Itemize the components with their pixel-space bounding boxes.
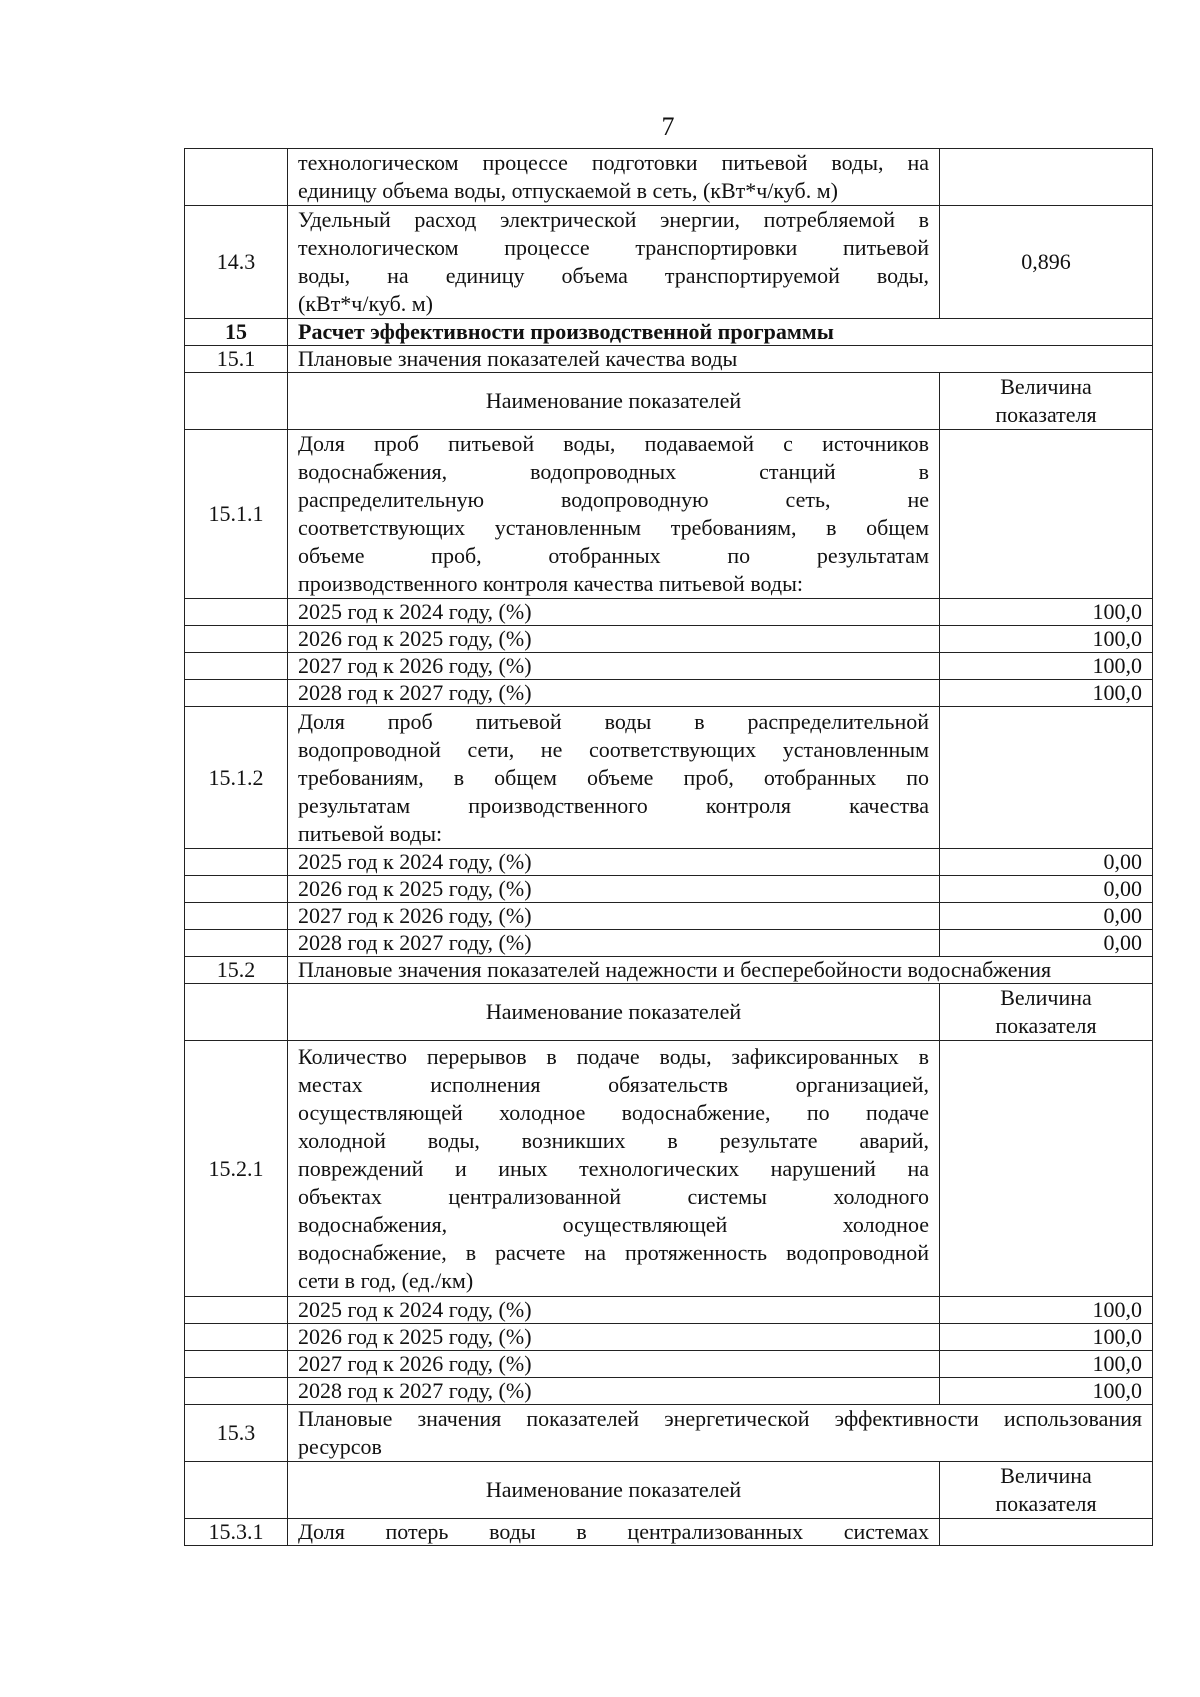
production-program-table xyxy=(184,148,1153,1546)
year-value: 0,00 xyxy=(940,930,1153,957)
table-row xyxy=(185,430,1153,599)
year-row xyxy=(185,1324,1153,1351)
year-label: 2027 год к 2026 году, (%) xyxy=(288,903,940,930)
year-value: 100,0 xyxy=(940,1351,1153,1378)
year-label: 2028 год к 2027 году, (%) xyxy=(288,930,940,957)
header-empty-cell xyxy=(185,1462,288,1519)
row-number: 14.3 xyxy=(185,206,288,319)
header-empty-cell xyxy=(185,373,288,430)
year-value: 100,0 xyxy=(940,653,1153,680)
subsection-title: Плановые значения показателей надежности и бесперебойности водоснабжения xyxy=(288,957,1153,984)
row-number: 15.1.1 xyxy=(185,430,288,599)
year-value: 100,0 xyxy=(940,680,1153,707)
year-row xyxy=(185,1351,1153,1378)
indicator-value xyxy=(940,149,1153,206)
indicator-value xyxy=(940,1041,1153,1297)
year-value: 0,00 xyxy=(940,903,1153,930)
row-number xyxy=(185,149,288,206)
indicator-value: 0,896 xyxy=(940,206,1153,319)
year-label: 2026 год к 2025 году, (%) xyxy=(288,876,940,903)
header-value: Величина показателя xyxy=(940,984,1153,1041)
section-title: Расчет эффективности производственной программы xyxy=(288,319,1153,346)
subsection-row xyxy=(185,957,1153,984)
indicator-name: Количество перерывов в подаче воды, зафиксированных в местах исполнения обязательств организацией, осуществляющей холодное водоснабжение, по подаче холодной воды, возникших в результате аварий, повреждений и иных технологических нарушений на объектах централизованной системы холодного водоснабжения, осуществляющей холодное водоснабжение, в расчете на протяженность водопроводной сети в год, (ед./км) xyxy=(288,1041,940,1297)
year-value: 0,00 xyxy=(940,849,1153,876)
subsection-number: 15.2 xyxy=(185,957,288,984)
row-number: 15.1.2 xyxy=(185,707,288,849)
year-value: 100,0 xyxy=(940,599,1153,626)
page-number: 7 xyxy=(661,112,675,141)
subsection-number: 15.1 xyxy=(185,346,288,373)
year-value: 100,0 xyxy=(940,1324,1153,1351)
indicator-name: Доля проб питьевой воды в распределительной водопроводной сети, не соответствующих установленным требованиям, в общем объеме проб, отобранных по результатам производственного контроля качества питьевой воды: xyxy=(288,707,940,849)
table-row xyxy=(185,1519,1153,1546)
header-row xyxy=(185,1462,1153,1519)
year-label: 2028 год к 2027 году, (%) xyxy=(288,1378,940,1405)
subsection-row xyxy=(185,1405,1153,1462)
header-name: Наименование показателей xyxy=(288,1462,940,1519)
header-value: Величина показателя xyxy=(940,1462,1153,1519)
header-value: Величина показателя xyxy=(940,373,1153,430)
header-row xyxy=(185,373,1153,430)
section-number: 15 xyxy=(185,319,288,346)
table-row xyxy=(185,707,1153,849)
header-name: Наименование показателей xyxy=(288,373,940,430)
indicator-value xyxy=(940,707,1153,849)
indicator-name: Доля потерь воды в централизованных системах xyxy=(288,1519,940,1546)
year-label: 2028 год к 2027 году, (%) xyxy=(288,680,940,707)
year-label: 2027 год к 2026 году, (%) xyxy=(288,653,940,680)
year-value: 0,00 xyxy=(940,876,1153,903)
year-row xyxy=(185,1297,1153,1324)
year-row xyxy=(185,626,1153,653)
year-row xyxy=(185,680,1153,707)
table-row xyxy=(185,149,1153,206)
row-number: 15.3.1 xyxy=(185,1519,288,1546)
year-row xyxy=(185,903,1153,930)
section-row xyxy=(185,319,1153,346)
subsection-number: 15.3 xyxy=(185,1405,288,1462)
indicator-name: Удельный расход электрической энергии, потребляемой в технологическом процессе транспортировки питьевой воды, на единицу объема транспортируемой воды, (кВт*ч/куб. м) xyxy=(288,206,940,319)
indicator-value xyxy=(940,430,1153,599)
year-label: 2025 год к 2024 году, (%) xyxy=(288,1297,940,1324)
year-row xyxy=(185,1378,1153,1405)
table-row xyxy=(185,206,1153,319)
subsection-row xyxy=(185,346,1153,373)
year-label: 2025 год к 2024 году, (%) xyxy=(288,849,940,876)
indicator-name: Доля проб питьевой воды, подаваемой с источников водоснабжения, водопроводных станций в распределительную водопроводную сеть, не соответствующих установленным требованиям, в общем объеме проб, отобранных по результатам производственного контроля качества питьевой воды: xyxy=(288,430,940,599)
year-value: 100,0 xyxy=(940,1297,1153,1324)
year-row xyxy=(185,653,1153,680)
year-row xyxy=(185,876,1153,903)
header-empty-cell xyxy=(185,984,288,1041)
year-label: 2025 год к 2024 году, (%) xyxy=(288,599,940,626)
year-value: 100,0 xyxy=(940,626,1153,653)
year-label: 2026 год к 2025 году, (%) xyxy=(288,626,940,653)
header-name: Наименование показателей xyxy=(288,984,940,1041)
year-label: 2026 год к 2025 году, (%) xyxy=(288,1324,940,1351)
year-value: 100,0 xyxy=(940,1378,1153,1405)
subsection-title: Плановые значения показателей энергетической эффективности использования ресурсов xyxy=(288,1405,1153,1462)
row-number: 15.2.1 xyxy=(185,1041,288,1297)
table-row xyxy=(185,1041,1153,1297)
year-row xyxy=(185,849,1153,876)
year-row xyxy=(185,930,1153,957)
indicator-name: технологическом процессе подготовки питьевой воды, на единицу объема воды, отпускаемой в сеть, (кВт*ч/куб. м) xyxy=(288,149,940,206)
year-label: 2027 год к 2026 году, (%) xyxy=(288,1351,940,1378)
indicator-value xyxy=(940,1519,1153,1546)
header-row xyxy=(185,984,1153,1041)
subsection-title: Плановые значения показателей качества воды xyxy=(288,346,1153,373)
year-row xyxy=(185,599,1153,626)
